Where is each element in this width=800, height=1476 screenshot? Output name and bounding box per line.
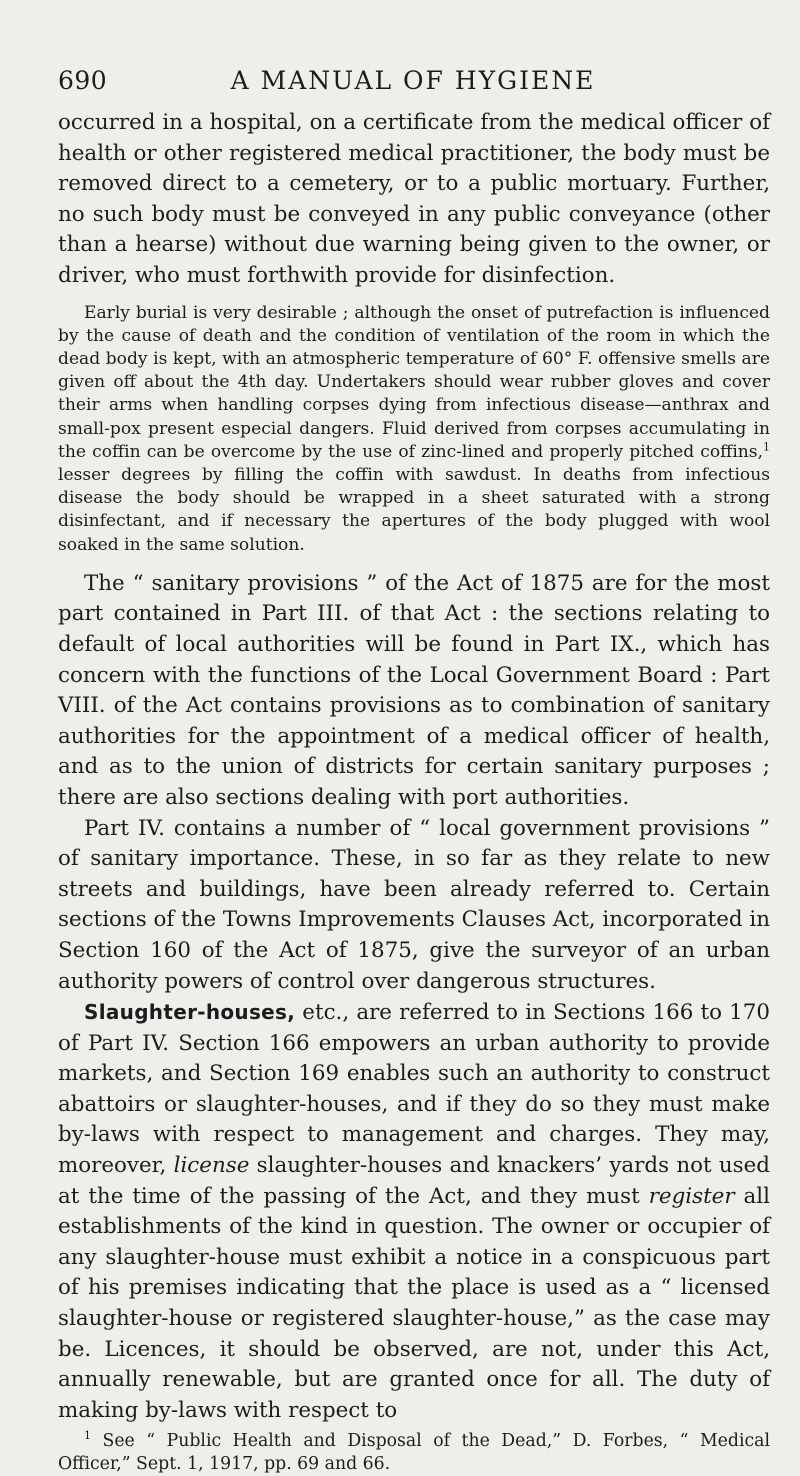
slaughter-houses-heading: Slaughter-houses, — [84, 1000, 296, 1025]
license-emphasis: license — [173, 1153, 250, 1179]
paragraph-early-burial — [58, 302, 770, 557]
early-burial-text-a: Early burial is very desirable ; although the onset of putrefaction is influenced by the cause of death and the condition of ventilation of the room in which the dead body is kept, with an atmospheric temperature of 60° F. offensive smells are given off about the 4th day. Undertakers should wear rubber gloves and cover their arms when handling corpses dying from infectious disease—anthrax and small-pox present especial dangers. Fluid derived from corpses accumulating in the coffin can be overcome by the use of zinc-lined and properly pitched coffins, — [58, 302, 770, 462]
running-title: A MANUAL OF HYGIENE — [230, 66, 596, 95]
early-burial-text-b: lesser degrees by filling the coffin with sawdust. In deaths from infectious disease the body should be wrapped in a sheet saturated with a strong disinfectant, and if necessary the apertures of the body plugged with wool soaked in the same solution. — [58, 464, 770, 555]
page-header — [58, 66, 768, 106]
paragraph-disinfection: occurred in a hospital, on a certificate from the medical officer of health or other registered medical practitioner, the body must be removed direct to a cemetery, or to a public mortuary. Further, no such body must be conveyed in any public conveyance (other than a hearse) without due warning being given to the owner, or driver, who must forthwith provide for disinfection. — [58, 110, 770, 288]
footnote-text: See “ Public Health and Disposal of the Dead,” D. Forbes, “ Medical Officer,” Sept. 1, 1917, pp. 69 and 66. — [58, 1431, 770, 1475]
paragraph-sanitary-provisions: The “ sanitary provisions ” of the Act of 1875 are for the most part contained in Part III. of that Act : the sections relating to default of local authorities will be found in Part IX., which has concern with the functions of the Local Government Board : Part VIII. of the Act contains provisions as to combination of sanitary authorities for the appointment of a medical officer of health, and as to the union of districts for certain sanitary purposes ; there are also sections dealing with port authorities. — [58, 570, 770, 810]
slaughter-text-c: all establishments of the kind in question. The owner or occupier of any slaughter-house must exhibit a notice in a conspicuous part of his premises indicating that the place is used as a “ licensed slaughter-house or registered slaughter-house,” as the case may be. Licences, it should be observed, are not, under this Act, annually renewable, but are granted once for all. The duty of making by-laws with respect to — [58, 1183, 770, 1423]
page-number: 690 — [58, 66, 108, 95]
footnote-reference: 1 — [763, 440, 770, 454]
paragraph-slaughter-houses — [58, 997, 770, 1426]
footnote-marker: 1 — [84, 1429, 91, 1443]
slaughter-text-b: slaughter-houses and knackers’ yards not used at the time of the passing of the Act, and they must — [58, 1153, 770, 1209]
register-emphasis: register — [648, 1183, 735, 1209]
footnote — [58, 1430, 770, 1476]
paragraph-local-government: Part IV. contains a number of “ local government provisions ” of sanitary importance. These, in so far as they relate to new streets and buildings, have been already referred to. Certain sections of the Towns Improvements Clauses Act, incorporated in Section 160 of the Act of 1875, give the surveyor of an urban authority powers of control over dangerous structures. — [58, 815, 771, 994]
slaughter-text-a: etc., are referred to in Sections 166 to 170 of Part IV. Section 166 empowers an urban authority to provide markets, and Section 169 enables such an authority to construct abattoirs or slaughter-houses, and if they do so they must make by-laws with respect to management and charges. They may, moreover, — [58, 1000, 770, 1179]
page-body — [58, 108, 770, 1476]
